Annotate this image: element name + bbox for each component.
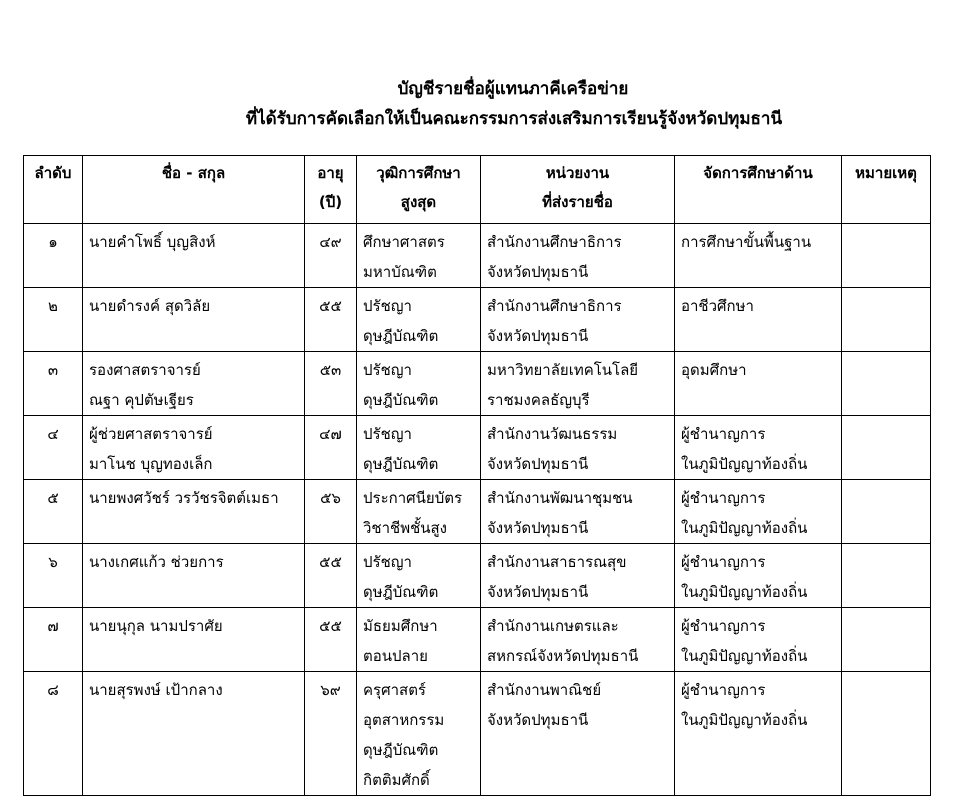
cell-no [24,224,83,288]
cell-organization-text: จังหวัดปทุมธานี [487,519,589,537]
header-label: สูงสุด [400,193,437,211]
header-label: จัดการศึกษาด้าน [703,164,813,182]
cell-no-text: ๓ [47,361,59,379]
cell-note [842,544,931,608]
cell-organization [481,288,675,352]
table-row [24,224,931,288]
cell-education-text: ครุศาสตร์ [363,681,426,699]
cell-organization [481,416,675,480]
cell-organization [481,672,675,796]
header-name [83,156,305,224]
cell-organization-text: สำนักงานพัฒนาชุมชน [487,489,633,507]
cell-field-text: ในภูมิปัญญาท้องถิ่น [681,519,808,537]
table-row [24,672,931,796]
cell-education [357,480,481,544]
cell-age-text: ๕๓ [319,361,342,379]
document-title [0,74,966,134]
cell-education-text: มัธยมศึกษา [363,617,438,635]
cell-organization-text: มหาวิทยาลัยเทคโนโลยี [487,361,639,379]
cell-organization-text: จังหวัดปทุมธานี [487,583,589,601]
cell-field [675,608,842,672]
cell-name [83,480,305,544]
cell-education-text: ปรัชญา [363,425,412,443]
cell-education-text: ดุษฎีบัณฑิต [363,455,439,473]
cell-age [305,672,357,796]
table-row [24,480,931,544]
header-label: หน่วยงาน [545,164,610,182]
cell-organization-text: จังหวัดปทุมธานี [487,455,589,473]
cell-age-text: ๕๕ [319,553,342,571]
header-label: ลำดับ [34,164,72,182]
cell-education [357,672,481,796]
cell-organization-text: สำนักงานศึกษาธิการ [487,297,622,315]
table-row [24,544,931,608]
cell-age-text: ๖๙ [320,681,341,699]
title-line-2: ที่ได้รับการคัดเลือกให้เป็นคณะกรรมการส่งเสริมการเรียนรู้จังหวัดปทุมธานี [245,109,783,129]
cell-age [305,224,357,288]
cell-note [842,416,931,480]
cell-note [842,288,931,352]
cell-no [24,480,83,544]
cell-organization-text: ราชมงคลธัญบุรี [487,391,590,409]
cell-age-text: ๔๗ [319,425,342,443]
cell-organization [481,352,675,416]
cell-education-text: อุตสาหกรรม [363,711,445,729]
cell-name-text: นายดำรงค์ สุดวิลัย [89,297,211,315]
cell-no-text: ๕ [47,489,59,507]
cell-no-text: ๗ [47,617,59,635]
cell-no-text: ๒ [48,297,58,315]
cell-field-text: อาชีวศึกษา [681,297,754,315]
cell-no-text: ๖ [48,553,58,571]
cell-education-text: กิตติมศักดิ์ [363,771,430,789]
cell-education [357,352,481,416]
cell-organization-text: สำนักงานเกษตรและ [487,617,619,635]
cell-field-text: ผู้ชำนาญการ [681,489,766,507]
cell-field [675,416,842,480]
cell-organization-text: สำนักงานสาธารณสุข [487,553,627,571]
cell-age [305,544,357,608]
cell-age-text: ๔๙ [319,233,342,251]
cell-education-text: วิชาชีพชั้นสูง [363,519,448,537]
header-organization [481,156,675,224]
cell-note [842,352,931,416]
cell-organization [481,224,675,288]
cell-age-text: ๕๖ [320,489,341,507]
cell-field-text: ในภูมิปัญญาท้องถิ่น [681,647,808,665]
cell-organization-text: จังหวัดปทุมธานี [487,327,589,345]
cell-organization [481,480,675,544]
cell-no [24,352,83,416]
cell-organization-text: จังหวัดปทุมธานี [487,711,589,729]
cell-age-text: ๕๕ [319,617,342,635]
cell-name-text: รองศาสตราจารย์ [89,361,201,379]
cell-field-text: อุดมศึกษา [681,361,747,379]
cell-education [357,544,481,608]
cell-field-text: ในภูมิปัญญาท้องถิ่น [681,455,808,473]
cell-age-text: ๕๕ [319,297,342,315]
cell-organization [481,544,675,608]
cell-age [305,352,357,416]
cell-age [305,416,357,480]
cell-organization [481,608,675,672]
header-note [842,156,931,224]
cell-education-text: ดุษฎีบัณฑิต [363,327,439,345]
cell-name [83,416,305,480]
cell-field-text: ผู้ชำนาญการ [681,425,766,443]
cell-name [83,224,305,288]
cell-no [24,544,83,608]
cell-note [842,672,931,796]
cell-field-text: ในภูมิปัญญาท้องถิ่น [681,583,808,601]
table-row [24,288,931,352]
cell-no [24,416,83,480]
cell-education-text: ประกาศนียบัตร [363,489,463,507]
header-label: ที่ส่งรายชื่อ [542,193,613,211]
cell-education [357,416,481,480]
table-header-row [24,156,931,224]
table-row [24,416,931,480]
cell-education [357,608,481,672]
cell-organization-text: สำนักงานพาณิชย์ [487,681,602,699]
cell-field [675,352,842,416]
cell-education [357,224,481,288]
cell-name-text: นายพงศวัชร์ วรวัชรจิตต์เมธา [89,489,279,507]
header-label: อายุ [317,164,344,182]
cell-no-text: ๘ [47,681,59,699]
header-field [675,156,842,224]
cell-no [24,672,83,796]
cell-age [305,288,357,352]
cell-organization-text: สำนักงานศึกษาธิการ [487,233,622,251]
cell-education-text: ปรัชญา [363,361,412,379]
cell-no-text: ๔ [47,425,59,443]
header-no [24,156,83,224]
cell-no [24,288,83,352]
header-label: วุฒิการศึกษา [376,164,461,182]
cell-organization-text: สำนักงานวัฒนธรรม [487,425,618,443]
cell-education [357,288,481,352]
cell-name-text: นายคำโพธิ์ บุญสิงห์ [89,233,216,251]
cell-field-text: การศึกษาขั้นพื้นฐาน [681,233,812,251]
cell-field [675,480,842,544]
table-row [24,352,931,416]
cell-name-text: มาโนช บุญทองเล็ก [89,455,213,473]
cell-education-text: ดุษฎีบัณฑิต [363,391,439,409]
cell-field-text: ในภูมิปัญญาท้องถิ่น [681,711,808,729]
cell-field [675,224,842,288]
cell-name-text: นางเกศแก้ว ช่วยการ [89,553,224,571]
cell-organization-text: จังหวัดปทุมธานี [487,263,589,281]
cell-education-text: ปรัชญา [363,553,412,571]
cell-name-text: ณฐา คุปตัษเฐียร [89,391,194,409]
cell-name [83,544,305,608]
cell-organization-text: สหกรณ์จังหวัดปทุมธานี [487,647,639,665]
title-line-1: บัญชีรายชื่อผู้แทนภาคีเครือข่าย [397,79,629,99]
committee-table [23,155,931,796]
cell-name-text: นายสุรพงษ์ เป้ากลาง [89,681,223,699]
cell-education-text: ศึกษาศาสตร [363,233,445,251]
cell-field-text: ผู้ชำนาญการ [681,617,766,635]
table-row [24,608,931,672]
cell-name [83,608,305,672]
table-body [24,224,931,796]
cell-age [305,608,357,672]
cell-no-text: ๑ [48,233,58,251]
cell-note [842,480,931,544]
cell-education-text: ดุษฎีบัณฑิต [363,741,439,759]
cell-field-text: ผู้ชำนาญการ [681,553,766,571]
cell-field [675,672,842,796]
cell-no [24,608,83,672]
cell-education-text: ตอนปลาย [363,647,428,665]
cell-name [83,672,305,796]
header-label: (ปี) [318,193,343,211]
cell-name-text: ผู้ช่วยศาสตราจารย์ [89,425,213,443]
cell-name-text: นายนุกุล นามปราศัย [89,617,223,635]
header-age [305,156,357,224]
cell-note [842,224,931,288]
cell-note [842,608,931,672]
cell-field [675,288,842,352]
cell-field [675,544,842,608]
cell-education-text: ปรัชญา [363,297,412,315]
header-label: ชื่อ - สกุล [161,164,226,182]
cell-field-text: ผู้ชำนาญการ [681,681,766,699]
header-education [357,156,481,224]
cell-age [305,480,357,544]
cell-name [83,288,305,352]
header-label: หมายเหตุ [855,164,917,182]
cell-education-text: มหาบัณฑิต [363,263,437,281]
cell-name [83,352,305,416]
cell-education-text: ดุษฎีบัณฑิต [363,583,439,601]
